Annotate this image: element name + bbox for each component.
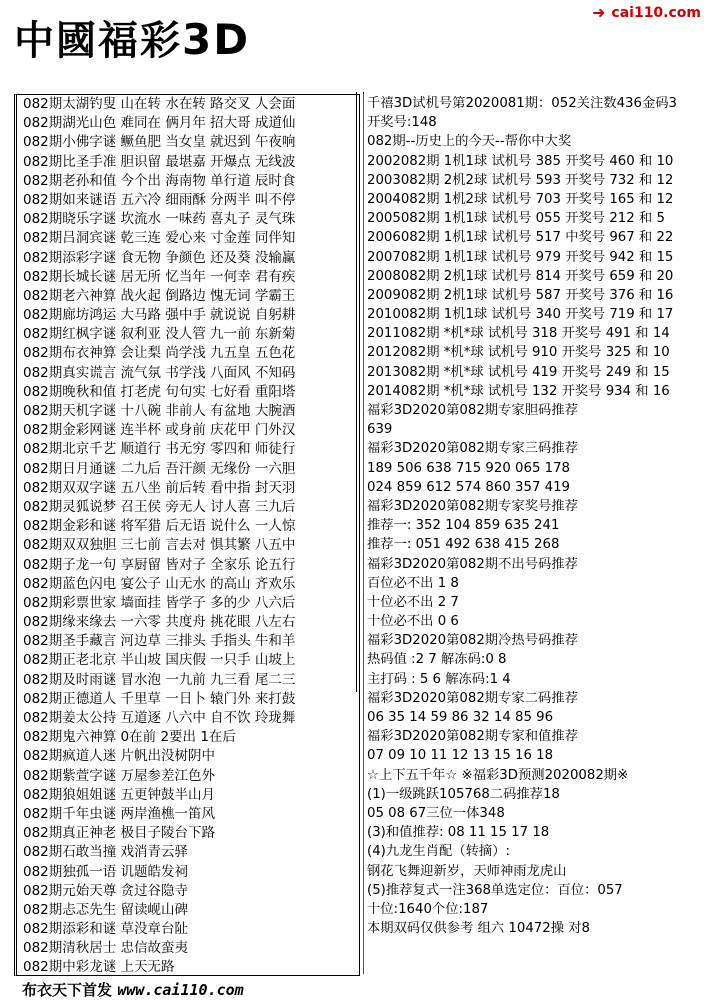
riddle-row: 082期狼姐姐谜 五更钟鼓半山月 — [23, 786, 216, 803]
forecast-line: 2006082期 1机1球 试机号 517 中奖号 967 和 22 — [367, 230, 674, 246]
riddle-row: 082期晓乐字谜 坎流水 一味药 喜丸子 灵气珠 — [23, 211, 296, 228]
riddle-row: 082期及时雨谜 冒水泡 一九前 九三看 尾二三 — [23, 671, 296, 688]
riddle-row: 082期紫萱字谜 万屋参差江色外 — [23, 767, 216, 784]
riddle-row: 082期小佛字谜 鳜鱼肥 当女皇 就迟到 午夜响 — [23, 134, 296, 151]
forecast-line: 开奖号:148 — [367, 115, 437, 131]
riddle-row: 082期子龙一句 享厨留 皆对子 全家乐 论五行 — [23, 556, 296, 573]
forecast-line: 2013082期 *机*球 试机号 419 开奖号 249 和 15 — [367, 364, 670, 380]
riddle-row: 082期天机字谜 十八碗 非前人 有盆地 大腕酒 — [23, 403, 296, 419]
riddle-row: 082期鬼六神算 0在前 2要出 1在后 — [23, 729, 236, 746]
riddle-row: 082期独孤一语 讥题皓发祠 — [23, 863, 189, 880]
riddle-row: 082期布衣神算 会让梨 尚学浅 九五皇 五色花 — [23, 345, 296, 362]
logo — [14, 14, 250, 66]
forecast-line: 639 — [367, 422, 393, 438]
page-footer — [22, 978, 702, 1002]
riddle-row: 082期日月通谜 二九后 吾汗颜 无缘份 一六胆 — [23, 460, 296, 477]
forecast-line: 福彩3D2020第082期专家三码推荐 — [367, 441, 578, 457]
forecast-line: 2008082期 2机1球 试机号 814 开奖号 659 和 20 — [367, 268, 674, 284]
forecast-line: 十位必不出 0 6 — [367, 614, 459, 630]
forecast-line: 082期--历史上的今天--帮你中大奖 — [367, 134, 572, 150]
forecast-line: 06 35 14 59 86 32 14 85 96 — [367, 710, 554, 725]
forecast-line: 05 08 67三位一体348 — [367, 805, 505, 821]
forecast-line: (5)推荐复式一注368单选定位：百位：057 — [367, 882, 623, 898]
riddle-row: 082期正老北京 半山坡 国庆假 一只手 山坡上 — [23, 652, 296, 669]
riddle-row: 082期姜太公持 互道逐 八六中 自不饮 玲珑舞 — [23, 710, 296, 726]
riddle-row: 082期圣手藏言 河边草 三排头 手指头 牛和羊 — [23, 633, 296, 650]
forecast-line: 福彩3D2020第082期不出号码推荐 — [367, 556, 578, 572]
riddle-row: 082期红枫字谜 叙利亚 没人管 九一前 东新菊 — [23, 326, 296, 343]
forecast-line: 福彩3D2020第082期专家胆码推荐 — [367, 403, 578, 418]
forecast-panel — [363, 94, 700, 974]
forecast-line: 百位必不出 1 8 — [367, 575, 459, 591]
forecast-line: 福彩3D2020第082期冷热号码推荐 — [367, 633, 578, 649]
forecast-line: 024 859 612 574 860 357 419 — [367, 479, 571, 495]
forecast-line: 2012082期 *机*球 试机号 910 开奖号 325 和 10 — [367, 345, 670, 361]
riddle-row: 082期太湖钓叟 山在转 水在转 路交叉 人会面 — [23, 96, 296, 112]
riddle-row: 082期吕洞宾谜 乾三连 爱心来 寸金莲 同伴知 — [23, 230, 296, 247]
riddle-list — [14, 94, 360, 976]
riddle-row: 082期元始天尊 贪过谷隐寺 — [23, 882, 189, 899]
riddle-row: 082期北京千艺 顺道行 书无穷 零四和 师徒行 — [23, 441, 296, 458]
forecast-line: 十位:1640个位:187 — [367, 901, 489, 917]
riddle-row: 082期彩票世家 墙面挂 皆学子 多的少 八六后 — [23, 594, 296, 611]
site-label: cai110.com — [611, 5, 701, 21]
riddle-row: 082期金彩网谜 连半杯 或身前 庆花甲 门外汉 — [23, 422, 296, 439]
forecast-line: 2010082期 1机1球 试机号 340 开奖号 719 和 17 — [367, 307, 674, 323]
forecast-line: 钢花飞舞迎新岁，天师神雨龙虎山 — [367, 863, 567, 879]
riddle-row: 082期疯道人迷 片帆出没树阴中 — [23, 748, 216, 765]
forecast-line: (3)和值推荐: 08 11 15 17 18 — [367, 825, 550, 841]
riddle-row: 082期金彩和谜 将军猎 后无语 说什么 一人惊 — [23, 518, 296, 535]
forecast-line: 十位必不出 2 7 — [367, 594, 459, 610]
riddle-row: 082期缘来缘去 一六零 共度舟 挑花眼 八左右 — [23, 614, 296, 631]
forecast-line: 千禧3D试机号第2020081期：052关注数436金码3 — [367, 96, 677, 111]
riddle-row: 082期添彩字谜 食无物 争颜色 还及葵 没输赢 — [23, 249, 296, 266]
forecast-line: (1)一级跳跃105768二码推荐18 — [367, 786, 560, 802]
forecast-line: (4)九龙生肖配（转摘）: — [367, 844, 510, 860]
forecast-line: 2014082期 *机*球 试机号 132 开奖号 934 和 16 — [367, 383, 670, 399]
riddle-row: 082期老六神算 战火起 倒路边 愧无词 学霸王 — [23, 287, 296, 304]
forecast-line: 推荐一: 352 104 859 635 241 — [367, 518, 560, 534]
forecast-line: 07 09 10 11 12 13 15 16 18 — [367, 748, 554, 764]
footer-url[interactable]: www.cai110.com — [117, 981, 244, 999]
riddle-row: 082期双双字谜 五八坐 前后转 看中指 封天羽 — [23, 479, 296, 496]
forecast-line: 2003082期 2机2球 试机号 593 开奖号 732 和 12 — [367, 172, 674, 188]
forecast-line: 2011082期 *机*球 试机号 318 开奖号 491 和 14 — [367, 326, 670, 342]
footer-text: 布衣天下首发 — [22, 981, 113, 999]
forecast-line: 2009082期 2机1球 试机号 587 开奖号 376 和 16 — [367, 287, 674, 303]
forecast-line: ☆上下五千年☆ ※福彩3D预测2020082期※ — [367, 767, 629, 783]
riddle-row: 082期蓝色闪电 宴公子 山无水 的高山 齐欢乐 — [23, 575, 296, 592]
riddle-row: 082期灵狐说梦 召王侯 旁无人 讨人喜 三九后 — [23, 498, 296, 515]
forecast-line: 2002082期 1机1球 试机号 385 开奖号 460 和 10 — [367, 153, 674, 169]
page-header — [0, 0, 709, 78]
logo-3d: 3D — [182, 15, 251, 64]
arrow-icon: ➜ — [592, 3, 606, 22]
riddle-row: 082期千年虫谜 两岸渔樵一笛风 — [23, 805, 216, 822]
riddle-row: 082期忐忑先生 留读岘山碑 — [23, 901, 189, 918]
riddle-row: 082期清秋居士 忠信故蛮夷 — [23, 940, 189, 957]
riddle-row: 082期中彩龙谜 上天无路 — [23, 959, 175, 976]
forecast-line: 热码值 :2 7 解冻码:0 8 — [367, 652, 507, 668]
forecast-line: 本期双码仅供参考 组六 10472操 对8 — [367, 921, 591, 937]
forecast-line: 2005082期 1机1球 试机号 055 开奖号 212 和 5 — [367, 211, 665, 227]
riddle-row: 082期老孙和值 今个出 海南物 单行道 辰时食 — [23, 172, 296, 189]
riddle-row: 082期双双独胆 三七前 言去对 惧其繁 八五中 — [23, 537, 296, 554]
riddle-row: 082期晚秋和值 打老虎 句句实 七好看 重阳塔 — [23, 383, 296, 400]
riddle-row: 082期石敢当撞 戏消青云驿 — [23, 844, 189, 861]
riddle-row: 082期湖光山色 难同在 俩月年 招大哥 成道仙 — [23, 115, 296, 132]
forecast-line: 189 506 638 715 920 065 178 — [367, 460, 571, 476]
forecast-line: 2004082期 1机2球 试机号 703 开奖号 165 和 12 — [367, 191, 674, 207]
riddle-row: 082期添彩和谜 草没章台阯 — [23, 921, 189, 938]
forecast-line: 推荐一: 051 492 638 415 268 — [367, 537, 560, 553]
site-link[interactable] — [592, 3, 701, 22]
forecast-line: 福彩3D2020第082期专家二码推荐 — [367, 690, 578, 706]
riddle-row: 082期正德道人 千里草 一日卜 辕门外 来打鼓 — [23, 690, 296, 707]
forecast-line: 2007082期 1机1球 试机号 979 开奖号 942 和 15 — [367, 249, 674, 265]
riddle-row: 082期真正神老 极目子陵台下路 — [23, 825, 216, 842]
forecast-line: 福彩3D2020第082期专家和值推荐 — [367, 729, 578, 745]
riddle-row: 082期长城长谜 居无所 忆当年 一何幸 君有疾 — [23, 268, 296, 285]
forecast-line: 主打码 : 5 6 解冻码:1 4 — [367, 671, 511, 687]
riddle-row: 082期真实谎言 流气氛 书学浅 八面风 不知码 — [23, 364, 296, 381]
riddle-row: 082期廊坊鸿运 大马路 强中手 就说说 自躬耕 — [23, 307, 296, 324]
riddle-row: 082期比圣手准 胆识留 最堪嘉 开爆点 无线波 — [23, 153, 296, 170]
forecast-line: 福彩3D2020第082期专家奖号推荐 — [367, 498, 578, 514]
logo-text: 中國福彩 — [14, 17, 182, 64]
riddle-row: 082期如来谜语 五六冷 细雨酥 分两半 叫不停 — [23, 191, 296, 208]
